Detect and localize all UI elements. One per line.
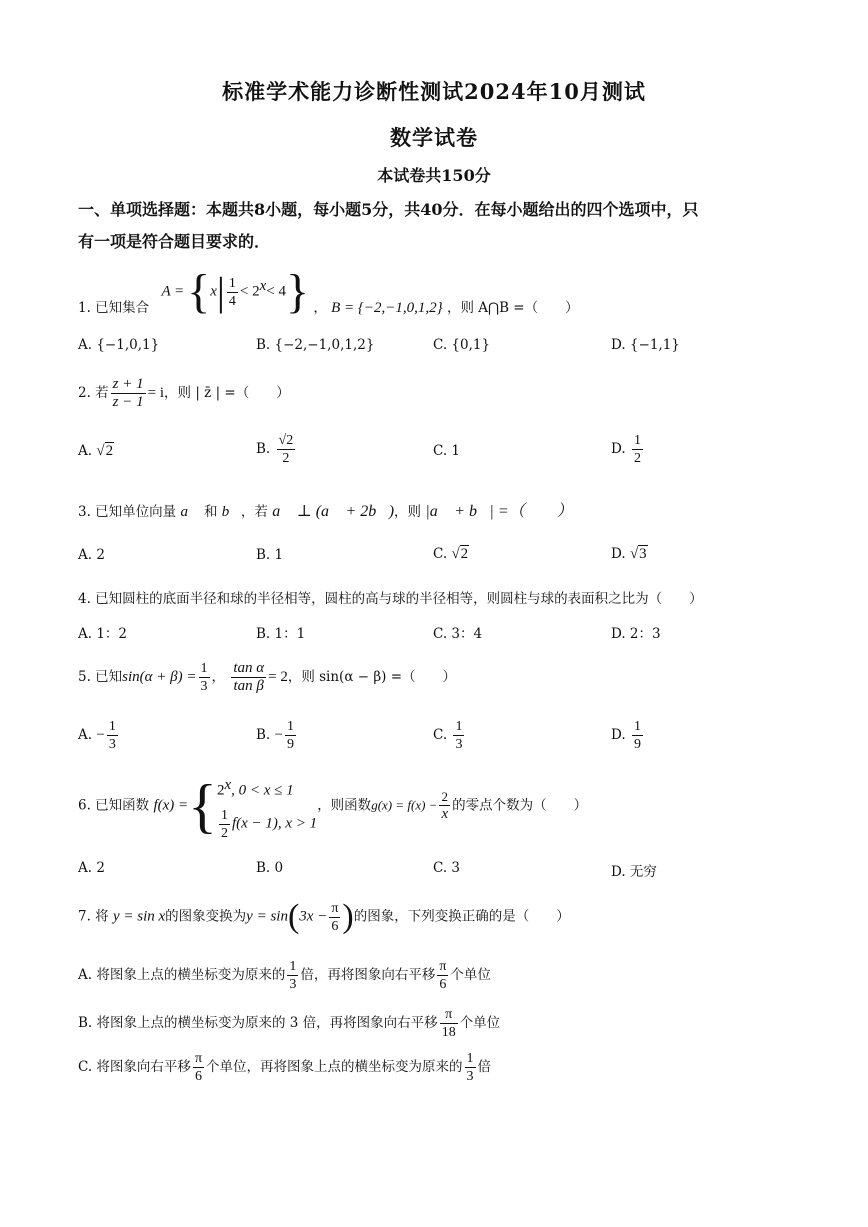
q7-option-b[interactable]	[78, 1006, 500, 1041]
q5-frac1-n: 1	[200, 661, 208, 676]
q6-cases	[217, 770, 317, 842]
q5-opt-c-d: 3	[455, 737, 463, 752]
q6-fx: f(x) =	[153, 797, 189, 814]
q5-ask: ，则 sin(α − β) =（ ）	[287, 669, 457, 685]
q7-opt-a-1: A. 将图象上点的横坐标变为原来的	[78, 967, 286, 983]
q3-option-c[interactable]	[433, 546, 469, 563]
q2-opt-b-d: 2	[282, 451, 290, 466]
q7-option-a[interactable]	[78, 958, 491, 993]
q7-opt-c-frac	[465, 1050, 476, 1085]
q7-mid: 的图象变换为	[165, 908, 247, 925]
q2-opt-a-rad: 2	[105, 443, 114, 459]
q7-pi-frac	[329, 900, 340, 935]
question-7: 7. 将 y = sin x的图象变换为y = sin(3x − $\frac{\pi}{6}$ )的图象，下列变换正确的是（ ）	[78, 898, 570, 935]
q5-opt-a-frac	[107, 718, 118, 753]
q5-option-d[interactable]	[611, 718, 645, 753]
q4-option-b[interactable]: B. 1：1	[256, 626, 306, 642]
q2-prefix: 2. 若	[78, 385, 109, 401]
section-heading-line2: 有一项是符合题目要求的．	[78, 232, 271, 251]
q5-opt-b-label: B.	[256, 727, 271, 743]
q4-option-c[interactable]: C. 3：4	[433, 626, 483, 642]
q6-case2-n: 1	[220, 807, 228, 823]
q5-opt-d-n: 1	[633, 719, 641, 734]
q3-opt-d-sqrt: √3	[629, 546, 647, 562]
q5-prefix: 5. 已知	[78, 669, 123, 685]
q1-option-a[interactable]: A. {−1,0,1}	[78, 337, 160, 353]
q3-vec-a: a⃗	[180, 504, 200, 520]
q5-opt-b-frac	[285, 718, 296, 753]
q1-exp: x	[259, 278, 267, 294]
q3-text2: ，若	[240, 504, 268, 520]
section-heading	[78, 194, 798, 258]
q6-prefix: 6. 已知函数	[78, 797, 150, 814]
q6-g-d: x	[441, 806, 449, 823]
q7-opt-b-pn: π	[440, 1006, 458, 1024]
question-3	[78, 498, 573, 521]
q5-opt-a-n: 1	[108, 719, 116, 734]
q5-option-a[interactable]	[78, 718, 120, 753]
q1-option-c[interactable]: C. {0,1}	[433, 337, 491, 353]
q7-opt-b-3: 个单位	[459, 1015, 501, 1031]
q6-option-a[interactable]: A. 2	[78, 860, 105, 876]
q7-ask: 的图象，下列变换正确的是（ ）	[353, 908, 570, 925]
q2-option-a[interactable]	[78, 443, 114, 460]
q6-ask: 的零点个数为（ ）	[452, 797, 588, 814]
q6-case1-cond: , 0 < x ≤ 1	[231, 782, 294, 799]
q4-option-a[interactable]: A. 1：2	[78, 626, 128, 642]
q5-opt-a-d: 3	[108, 737, 116, 752]
q3-expr: |a⃗ + b⃗| =（ ）	[425, 503, 573, 520]
q2-frac	[111, 376, 146, 411]
q6-case2-d: 2	[220, 825, 228, 841]
q1-set-b: B = {−2,−1,0,1,2}	[331, 300, 443, 316]
q2-opt-a-sqrt: √2	[96, 443, 114, 459]
q1-option-d[interactable]: D. {−1,1}	[611, 337, 680, 353]
q5-opt-c-frac	[453, 718, 464, 753]
q6-case2-expr: f(x − 1), x > 1	[231, 815, 318, 832]
q6-case2-frac	[219, 807, 230, 842]
q7-opt-a-2: 倍，再将图象向右平移	[300, 967, 436, 983]
question-6: 6. 已知函数 f(x) ={ 2$^x$, 0 < x ≤ 1 $\frac{1}{2}$ f(x − 1), x > 1 ，则函数g(x) = f(x) − $\frac{2}{x}$ 的零点个数为（ ）	[78, 770, 587, 842]
q5-frac1-d: 3	[200, 679, 208, 694]
q1-tail: < 4	[266, 283, 286, 300]
question-1: 1. 已知集合 A = {x| $\frac{1}{4}$ < $2^x< 4$} ， B = {−2,−1,0,1,2} ，则 A⋂B =（ ）	[78, 265, 579, 318]
q5-eq2: = 2	[268, 669, 288, 685]
q7-opt-c-3: 倍	[477, 1059, 492, 1075]
q3-option-d[interactable]	[611, 546, 648, 563]
q6-gx: g(x) = f(x) −	[371, 797, 438, 813]
question-4: 4. 已知圆柱的底面半径和球的半径相等，圆柱的高与球的半径相等，则圆柱与球的表面积之比为（ ）	[78, 591, 703, 607]
q3-option-b[interactable]: B. 1	[256, 547, 284, 563]
q7-opt-a-fd: 3	[289, 977, 297, 992]
q2-option-d[interactable]	[611, 432, 645, 467]
q1-prefix: 1. 已知集合	[78, 300, 150, 316]
q5-opt-d-label: D.	[611, 727, 626, 743]
q7-opt-a-pd: 6	[439, 977, 447, 992]
q6-g-frac	[439, 788, 450, 823]
q2-frac-n: z + 1	[112, 376, 144, 392]
q7-opt-a-3: 个单位	[450, 967, 491, 983]
q5-opt-a-minus: −	[96, 727, 105, 743]
q7-pi-d: 6	[331, 918, 339, 934]
q7-option-c[interactable]	[78, 1050, 491, 1085]
question-5: 5. 已知sin(α + β) = $\frac{1}{3}$ ， $\frac{\text{tan α}}{\text{tan β}}$ = 2，则 sin(α − β) =（ ）	[78, 660, 457, 694]
q7-opt-b-pi	[440, 1006, 458, 1041]
q5-opt-b-minus: −	[274, 727, 283, 743]
q5-frac1	[199, 660, 210, 695]
q6-mid: ，则函数	[317, 797, 372, 814]
q5-opt-c-n: 1	[455, 719, 463, 734]
q7-opt-c-fd: 3	[466, 1069, 474, 1084]
q5-tan-d: tan β	[233, 678, 264, 694]
q1-ask: ，则 A⋂B =（ ）	[446, 300, 579, 316]
q3-text3: ，则	[394, 504, 422, 520]
q7-inner: 3x −	[299, 908, 328, 925]
section-heading-line1: 一、单项选择题：本题共8小题，每小题5分，共40分．在每小题给出的四个选项中，只	[78, 200, 699, 219]
q2-option-b[interactable]	[256, 432, 297, 467]
q6-case1-exp: x	[224, 777, 232, 793]
q5-opt-b-d: 9	[286, 737, 294, 752]
q7-opt-a-pn: π	[439, 959, 447, 974]
q7-opt-b-pd: 18	[441, 1025, 456, 1040]
q2-opt-d-n: 1	[633, 433, 641, 448]
q7-opt-a-frac	[287, 958, 298, 993]
q5-opt-b-n: 1	[286, 719, 294, 734]
q3-opt-c-rad: 2	[460, 546, 469, 562]
q5-tan-n: tan α	[233, 660, 265, 676]
q2-frac-d: z − 1	[112, 394, 144, 410]
q3-vec-b: b⃗	[221, 504, 241, 520]
q2-opt-a-label: A.	[78, 443, 93, 459]
q7-opt-c-pn: π	[194, 1051, 203, 1066]
q2-opt-b-label: B.	[256, 441, 271, 457]
q3-cond: a⃗ ⊥ (a⃗ + 2b⃗)	[272, 503, 395, 520]
q7-opt-a-fn: 1	[289, 959, 297, 974]
exam-title: 标准学术能力诊断性测试2024年10月测试	[222, 79, 646, 104]
q6-case1-base: 2	[216, 782, 225, 799]
q1-ineq: < 2	[239, 283, 260, 300]
q4-option-d[interactable]: D. 2：3	[611, 626, 661, 642]
q6-case1	[217, 770, 317, 807]
q7-opt-c-2: 个单位，再将图象上点的横坐标变为原来的	[206, 1059, 463, 1075]
q5-opt-d-d: 9	[633, 737, 641, 752]
q7-opt-a-pi	[437, 958, 448, 993]
q3-opt-d-rad: 3	[639, 546, 647, 562]
exam-subject: 数学试卷	[390, 125, 478, 150]
q7-prefix: 7. 将	[78, 908, 109, 925]
q2-opt-b-n: √2	[278, 433, 294, 448]
q2-opt-d-d: 2	[633, 451, 641, 466]
q6-option-c[interactable]: C. 3	[433, 860, 461, 876]
q5-opt-a-label: A.	[78, 727, 93, 743]
question-2	[78, 376, 290, 411]
q7-opt-c-1: C. 将图象向右平移	[78, 1059, 191, 1075]
q1-set-a-frac	[227, 275, 238, 310]
q1-set-a-var: x	[210, 283, 217, 300]
q3-opt-c-label: C.	[433, 546, 448, 562]
q3-opt-d-label: D.	[611, 546, 626, 562]
q2-eq: = i	[147, 385, 165, 401]
q3-text1: 3. 已知单位向量	[78, 504, 177, 520]
q7-opt-c-pi	[193, 1050, 204, 1085]
q1-set-a: A = {x| $\frac{1}{4}$ < $2^x< 4$}	[161, 265, 310, 318]
q7-f1: y = sin x	[112, 908, 166, 925]
q7-opt-b-1: B. 将图象上点的横坐标变为原来的 3 倍，再将图象向右平移	[78, 1015, 438, 1031]
q1-frac-n: 1	[228, 275, 236, 291]
exam-total-score: 本试卷共150分	[377, 166, 491, 185]
q2-opt-d-frac	[632, 432, 643, 467]
q3-opt-c-sqrt: √2	[451, 546, 469, 562]
q5-tan-frac	[231, 660, 266, 695]
q7-f2: y = sin	[246, 908, 288, 925]
q6-case2	[217, 807, 317, 842]
q6-g-n: 2	[439, 788, 450, 806]
q2-opt-b-frac	[277, 432, 296, 467]
q7-opt-c-fn: 1	[466, 1051, 474, 1066]
q1-option-b[interactable]: B. {−2,−1,0,1,2}	[256, 337, 375, 353]
q5-opt-d-frac	[632, 718, 643, 753]
q7-pi-n: π	[331, 900, 339, 916]
q1-frac-d: 4	[228, 293, 236, 309]
q2-ask: ，则 | z̄ | =（ ）	[164, 385, 290, 401]
q5-option-c[interactable]	[433, 718, 466, 753]
q6-option-d[interactable]: D. 无穷	[611, 864, 657, 880]
q7-opt-c-pd: 6	[194, 1069, 202, 1084]
q1-set-a-name: A	[161, 283, 171, 300]
q3-option-a[interactable]: A. 2	[78, 547, 105, 563]
q2-option-c[interactable]: C. 1	[433, 443, 461, 459]
q5-option-b[interactable]	[256, 718, 298, 753]
q5-sin-sum: sin(α + β) =	[122, 669, 197, 685]
q3-and: 和	[203, 504, 218, 520]
q2-opt-d-label: D.	[611, 441, 626, 457]
q6-option-b[interactable]: B. 0	[256, 860, 284, 876]
q5-opt-c-label: C.	[433, 727, 448, 743]
